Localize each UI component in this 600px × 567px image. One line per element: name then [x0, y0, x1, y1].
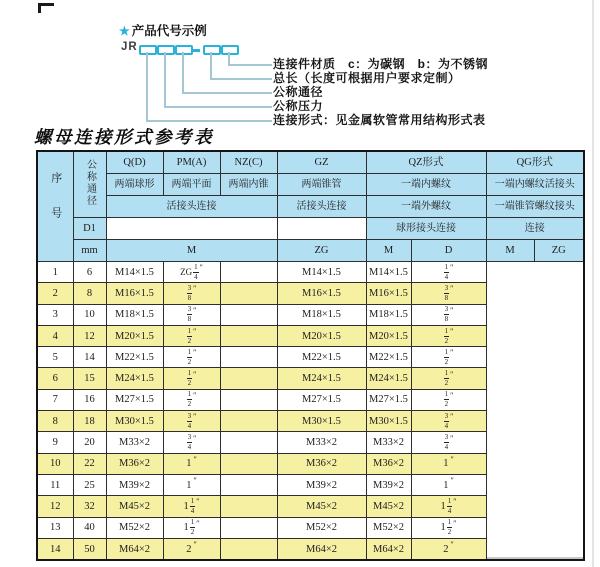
diagram-label: 公称通径 — [273, 85, 324, 99]
cell-qg-m: M30×1.5 — [366, 411, 411, 432]
diagram-title — [119, 21, 207, 39]
header-qz-row2: 一端内螺纹 — [366, 174, 486, 196]
table-row — [37, 304, 584, 325]
fraction: $\frac{3}{8}$ — [444, 305, 449, 324]
header-qz-d: D — [411, 240, 486, 262]
header-nz-ends: 两端内锥 — [220, 174, 277, 196]
row-number: 7 — [37, 389, 73, 410]
header-qg-row4: 连接 — [486, 218, 584, 240]
inch-mark: ″ — [450, 390, 454, 400]
cell-m-thread: M14×1.5 — [106, 262, 163, 283]
table-row — [37, 347, 584, 368]
inch-mark: ″ — [193, 369, 197, 379]
header-empty-1 — [106, 218, 277, 240]
row-number: 3 — [37, 304, 73, 325]
cell-gz-size — [163, 517, 220, 538]
cell-qg-zg — [411, 347, 486, 368]
header-serial-label: 序号 — [49, 172, 62, 242]
table-row — [37, 262, 584, 283]
inch-mark: ″ — [193, 540, 197, 550]
cell-qz-d: M20×1.5 — [277, 325, 366, 346]
fraction-prefix: 1 — [440, 522, 446, 534]
cell-qg-zg — [411, 453, 486, 474]
table-row — [37, 368, 584, 389]
inch-mark: ″ — [196, 518, 200, 528]
cell-qz-m — [220, 347, 277, 368]
cell-qg-zg — [411, 496, 486, 517]
inch-mark: ″ — [450, 348, 454, 358]
fraction: $\frac{3}{8}$ — [444, 283, 449, 302]
cell-qz-m — [220, 283, 277, 304]
cell-qz-m — [220, 496, 277, 517]
inch-mark: ″ — [450, 263, 454, 273]
header-nz-code: NZ(C) — [220, 151, 277, 174]
row-number: 14 — [37, 538, 73, 560]
header-gz-code: GZ — [277, 151, 366, 174]
cell-dn: 15 — [73, 368, 106, 389]
header-qg-m: M — [486, 240, 534, 262]
table-row — [37, 389, 584, 410]
row-number: 1 — [37, 262, 73, 283]
cell-m-thread: M22×1.5 — [106, 347, 163, 368]
cell-qz-m — [220, 325, 277, 346]
header-row-2 — [37, 174, 584, 196]
cell-qz-d: M30×1.5 — [277, 411, 366, 432]
table-row — [37, 517, 584, 538]
fraction-prefix: 1 — [186, 458, 192, 470]
diagram-label: 总长（长度可根据用户要求定制） — [273, 71, 461, 85]
fraction-prefix: 1 — [186, 479, 192, 491]
cell-qz-m — [220, 474, 277, 495]
header-dn — [73, 151, 106, 218]
cell-qg-m: M52×2 — [366, 517, 411, 538]
product-code-diagram — [0, 0, 600, 132]
cell-qg-m: M27×1.5 — [366, 389, 411, 410]
inch-mark: ″ — [453, 497, 457, 507]
cell-gz-size — [163, 411, 220, 432]
cell-qg-m: M22×1.5 — [366, 347, 411, 368]
table-row — [37, 453, 584, 474]
fraction-prefix: 1 — [443, 458, 449, 470]
diagram-label: 连接件材质 c：为碳钢 b：为不锈钢 — [273, 57, 489, 71]
cell-m-thread: M24×1.5 — [106, 368, 163, 389]
cell-gz-size — [163, 432, 220, 453]
row-number: 12 — [37, 496, 73, 517]
cell-gz-size — [163, 368, 220, 389]
cell-qg-zg — [411, 389, 486, 410]
cell-qg-zg — [411, 262, 486, 283]
fraction-prefix: 1 — [183, 500, 189, 512]
header-qg-row2: 一端内螺纹活接头 — [486, 174, 584, 196]
cell-qg-zg — [411, 517, 486, 538]
fraction: $\frac{1}{2}$ — [187, 390, 192, 409]
cell-qz-d: M33×2 — [277, 432, 366, 453]
cell-qg-zg — [411, 304, 486, 325]
header-m-unit: M — [106, 240, 277, 262]
inch-mark: ″ — [450, 454, 454, 464]
cell-qg-m: M33×2 — [366, 432, 411, 453]
cell-dn: 22 — [73, 453, 106, 474]
fraction: $\frac{1}{2}$ — [444, 369, 449, 388]
cell-qz-m — [220, 389, 277, 410]
cell-qg-zg — [411, 474, 486, 495]
inch-mark: ″ — [193, 348, 197, 358]
cell-m-thread: M64×2 — [106, 538, 163, 560]
cell-qg-m: M45×2 — [366, 496, 411, 517]
cell-qg-m: M20×1.5 — [366, 325, 411, 346]
cell-m-thread: M27×1.5 — [106, 389, 163, 410]
inch-mark: ″ — [199, 263, 203, 273]
row-number: 10 — [37, 453, 73, 474]
cell-m-thread: M30×1.5 — [106, 411, 163, 432]
cell-gz-size — [163, 283, 220, 304]
cell-dn: 14 — [73, 347, 106, 368]
cell-qz-d: M36×2 — [277, 453, 366, 474]
cell-m-thread: M36×2 — [106, 453, 163, 474]
fraction: $\frac{1}{2}$ — [187, 326, 192, 345]
cell-qz-d: M14×1.5 — [277, 262, 366, 283]
cell-gz-size — [163, 389, 220, 410]
cell-gz-size — [163, 347, 220, 368]
cell-gz-size — [163, 474, 220, 495]
row-number: 11 — [37, 474, 73, 495]
table-body — [37, 262, 584, 561]
cell-qz-m — [220, 453, 277, 474]
cell-qz-m — [220, 517, 277, 538]
star-icon: ★ — [119, 24, 130, 38]
cell-m-thread: M20×1.5 — [106, 325, 163, 346]
cell-dn: 16 — [73, 389, 106, 410]
fraction: $\frac{1}{4}$ — [190, 496, 195, 515]
header-q-code: Q(D) — [106, 151, 163, 174]
table-row — [37, 432, 584, 453]
fraction: $\frac{1}{2}$ — [190, 518, 195, 537]
header-qz-row4: 球形接头连接 — [366, 218, 486, 240]
cell-dn: 18 — [73, 411, 106, 432]
diagram-label: 公称压力 — [273, 99, 324, 113]
fraction: $\frac{1}{2}$ — [187, 369, 192, 388]
fraction: $\frac{1}{2}$ — [444, 326, 449, 345]
cell-m-thread: M52×2 — [106, 517, 163, 538]
row-number: 13 — [37, 517, 73, 538]
fraction: $\frac{3}{8}$ — [187, 305, 192, 324]
cell-gz-size — [163, 262, 220, 283]
cell-m-thread: M33×2 — [106, 432, 163, 453]
header-gz-conn: 活接头连接 — [277, 196, 366, 218]
nut-connection-table — [36, 150, 585, 561]
inch-mark: ″ — [193, 433, 197, 443]
cell-gz-size — [163, 538, 220, 560]
cell-m-thread: M39×2 — [106, 474, 163, 495]
fraction: $\frac{3}{4}$ — [187, 411, 192, 430]
cell-dn: 50 — [73, 538, 106, 560]
header-union-conn: 活接头连接 — [106, 196, 277, 218]
cell-qz-m — [220, 411, 277, 432]
cell-qz-m — [220, 432, 277, 453]
table-row — [37, 411, 584, 432]
cell-dn: 6 — [73, 262, 106, 283]
row-number: 9 — [37, 432, 73, 453]
cell-qg-zg — [411, 411, 486, 432]
fraction-prefix: 2 — [186, 543, 192, 555]
cell-m-thread: M18×1.5 — [106, 304, 163, 325]
header-q-ends: 两端球形 — [106, 174, 163, 196]
fraction: $\frac{1}{2}$ — [447, 518, 452, 537]
table-row — [37, 325, 584, 346]
cell-qg-zg — [411, 432, 486, 453]
fraction: $\frac{1}{2}$ — [444, 347, 449, 366]
inch-mark: ″ — [450, 284, 454, 294]
inch-mark: ″ — [196, 497, 200, 507]
cell-qz-d: M16×1.5 — [277, 283, 366, 304]
cell-qg-m: M24×1.5 — [366, 368, 411, 389]
cell-qg-zg — [411, 325, 486, 346]
cell-qg-zg — [411, 368, 486, 389]
cell-qg-m: M64×2 — [366, 538, 411, 560]
code-prefix: JR — [121, 41, 138, 53]
inch-mark: ″ — [450, 540, 454, 550]
cell-qz-m — [220, 304, 277, 325]
inch-mark: ″ — [193, 390, 197, 400]
fraction: $\frac{3}{8}$ — [187, 283, 192, 302]
cell-gz-size — [163, 325, 220, 346]
header-row-5 — [37, 240, 584, 262]
cell-gz-size — [163, 453, 220, 474]
header-qz-code: QZ形式 — [366, 151, 486, 174]
cell-m-thread: M16×1.5 — [106, 283, 163, 304]
cell-qg-m: M36×2 — [366, 453, 411, 474]
fraction-prefix: ZG — [180, 267, 193, 278]
cell-qg-m: M18×1.5 — [366, 304, 411, 325]
cell-qg-m: M39×2 — [366, 474, 411, 495]
diagram-title-text: 产品代号示例 — [131, 24, 207, 38]
cell-dn: 32 — [73, 496, 106, 517]
header-pm-ends: 两端平面 — [163, 174, 220, 196]
cell-gz-size — [163, 304, 220, 325]
header-gz-ends: 两端锥管 — [277, 174, 366, 196]
table-row — [37, 283, 584, 304]
row-number: 2 — [37, 283, 73, 304]
diagram-label: 连接形式：见金属软管常用结构形式表 — [273, 113, 486, 127]
table-row — [37, 538, 584, 560]
inch-mark: ″ — [193, 476, 197, 486]
cell-qz-m — [220, 538, 277, 560]
cell-qz-d: M52×2 — [277, 517, 366, 538]
cell-qz-d: M22×1.5 — [277, 347, 366, 368]
row-number: 6 — [37, 368, 73, 389]
cell-qg-zg — [411, 283, 486, 304]
inch-mark: ″ — [450, 327, 454, 337]
inch-mark: ″ — [193, 412, 197, 422]
header-qz-m: M — [366, 240, 411, 262]
inch-mark: ″ — [450, 305, 454, 315]
cell-qz-d: M64×2 — [277, 538, 366, 560]
inch-mark: ″ — [193, 305, 197, 315]
cell-dn: 20 — [73, 432, 106, 453]
inch-mark: ″ — [453, 518, 457, 528]
header-dn-label: 公称通径 — [84, 159, 96, 207]
cell-dn: 25 — [73, 474, 106, 495]
inch-mark: ″ — [193, 327, 197, 337]
connector-line — [146, 52, 272, 122]
row-number: 5 — [37, 347, 73, 368]
fraction-prefix: 2 — [443, 543, 449, 555]
header-qg-code: QG形式 — [486, 151, 584, 174]
cell-dn: 8 — [73, 283, 106, 304]
header-qz-row3: 一端外螺纹 — [366, 196, 486, 218]
header-row-3 — [37, 196, 584, 218]
cell-m-thread: M45×2 — [106, 496, 163, 517]
fraction: $\frac{1}{4}$ — [447, 496, 452, 515]
header-row-1 — [37, 151, 584, 174]
inch-mark: ″ — [193, 284, 197, 294]
cell-qz-d: M18×1.5 — [277, 304, 366, 325]
inch-mark: ″ — [450, 476, 454, 486]
cell-qz-m — [220, 262, 277, 283]
header-mm: mm — [73, 240, 106, 262]
cell-qg-m: M14×1.5 — [366, 262, 411, 283]
header-qg-zg: ZG — [534, 240, 584, 262]
cell-qz-m — [220, 368, 277, 389]
row-number: 8 — [37, 411, 73, 432]
cell-gz-size — [163, 496, 220, 517]
inch-mark: ″ — [450, 369, 454, 379]
fraction: $\frac{1}{4}$ — [194, 262, 198, 281]
section-heading: 螺母连接形式参考表 — [34, 128, 214, 148]
fraction: $\frac{1}{2}$ — [444, 390, 449, 409]
cell-qz-d: M45×2 — [277, 496, 366, 517]
cell-qz-d: M27×1.5 — [277, 389, 366, 410]
header-d1: D1 — [73, 218, 106, 240]
cell-dn: 10 — [73, 304, 106, 325]
table-row — [37, 474, 584, 495]
fraction-prefix: 1 — [440, 500, 446, 512]
fraction: $\frac{1}{4}$ — [444, 262, 449, 281]
header-serial — [37, 151, 73, 262]
inch-mark: ″ — [193, 454, 197, 464]
cell-qz-d: M24×1.5 — [277, 368, 366, 389]
fraction: $\frac{1}{2}$ — [187, 347, 192, 366]
cell-dn: 40 — [73, 517, 106, 538]
fraction: $\frac{3}{4}$ — [444, 433, 449, 452]
header-gz-unit: ZG — [277, 240, 366, 262]
fraction-prefix: 1 — [183, 522, 189, 534]
table-row — [37, 496, 584, 517]
header-qg-row3: 一端锥管螺纹接头 — [486, 196, 584, 218]
fraction: $\frac{3}{4}$ — [187, 433, 192, 452]
cell-qg-m: M16×1.5 — [366, 283, 411, 304]
header-empty-2 — [277, 218, 366, 240]
row-number: 4 — [37, 325, 73, 346]
cell-qg-zg — [411, 538, 486, 560]
header-row-4 — [37, 218, 584, 240]
cell-qz-d: M39×2 — [277, 474, 366, 495]
fraction-prefix: 1 — [443, 479, 449, 491]
inch-mark: ″ — [450, 412, 454, 422]
cell-dn: 12 — [73, 325, 106, 346]
fraction: $\frac{3}{4}$ — [444, 411, 449, 430]
inch-mark: ″ — [450, 433, 454, 443]
header-pm-code: PM(A) — [163, 151, 220, 174]
table-header — [37, 151, 584, 262]
